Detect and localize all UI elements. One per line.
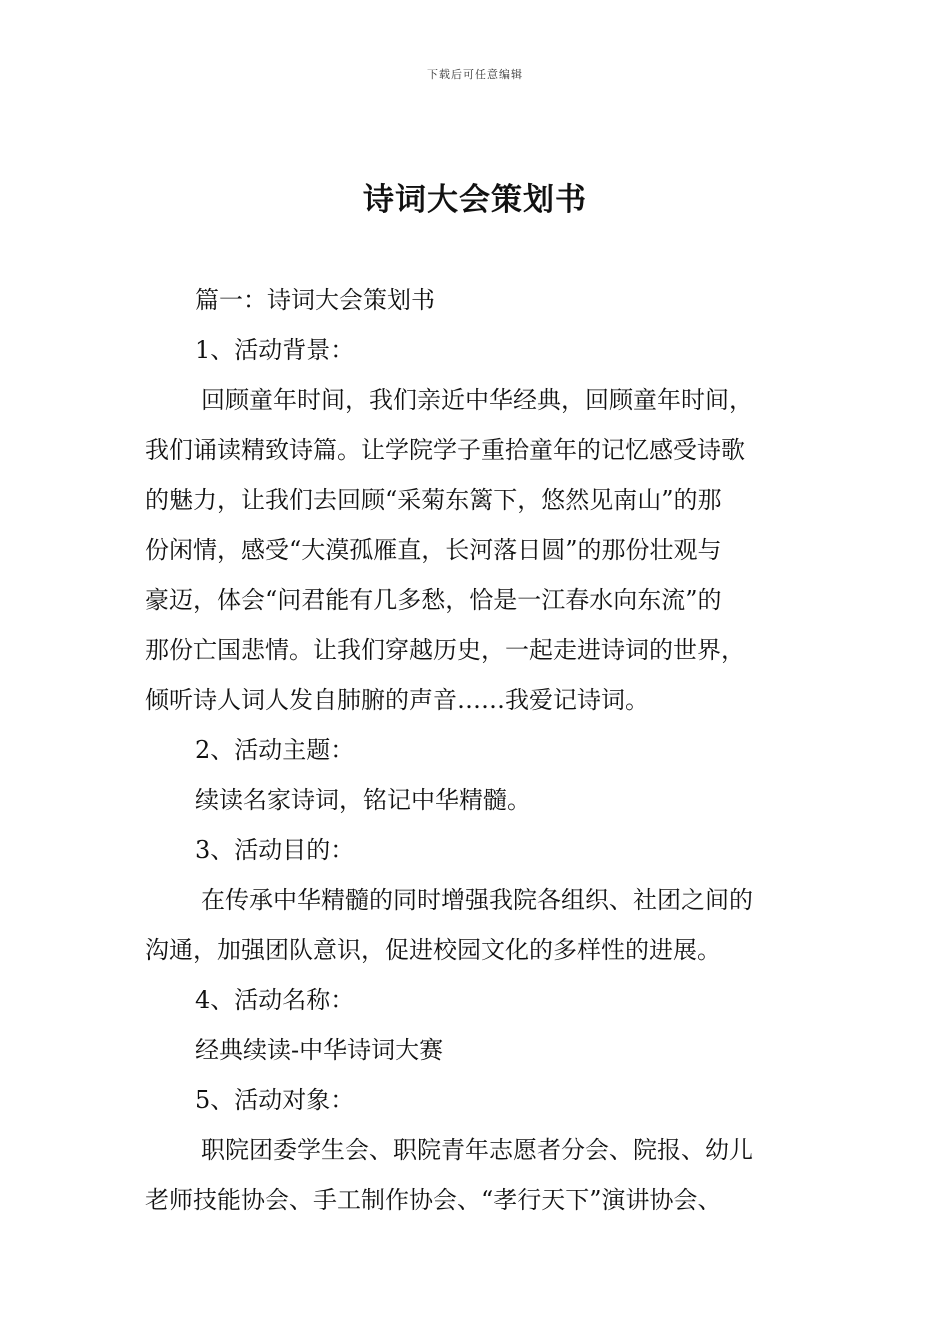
paragraph-line: 份闲情，感受“大漠孤雁直，长河落日圆”的那份壮观与: [145, 536, 722, 564]
paragraph-line: 回顾童年时间，我们亲近中华经典，回顾童年时间，: [201, 386, 753, 414]
item3-heading: 3、活动目的：: [195, 836, 355, 864]
item2-heading: 2、活动主题：: [195, 736, 355, 764]
paragraph-line: 的魅力，让我们去回顾“采菊东篱下，悠然见南山”的那: [145, 486, 722, 514]
paragraph-line: 在传承中华精髓的同时增强我院各组织、社团之间的: [201, 886, 753, 914]
item3-paragraph: [145, 875, 807, 975]
paragraph-line: 沟通，加强团队意识，促进校园文化的多样性的进展。: [145, 936, 721, 964]
item1-heading: 1、活动背景：: [195, 336, 355, 364]
item1-paragraph: [145, 375, 807, 725]
item5-paragraph: [145, 1125, 807, 1225]
item5-heading: 5、活动对象：: [195, 1086, 355, 1114]
paragraph-line: 豪迈，体会“问君能有几多愁，恰是一江春水向东流”的: [145, 586, 722, 614]
paragraph-line: 职院团委学生会、职院青年志愿者分会、院报、幼儿: [201, 1136, 753, 1164]
paragraph-line: 倾听诗人词人发自肺腑的声音……我爱记诗词。: [145, 686, 649, 714]
item2-text: 续读名家诗词，铭记中华精髓。: [195, 786, 531, 814]
item4-heading: 4、活动名称：: [195, 986, 355, 1014]
section-heading: 篇一：诗词大会策划书: [195, 286, 435, 314]
document-title: 诗词大会策划书: [363, 182, 587, 218]
paragraph-line: 那份亡国悲情。让我们穿越历史，一起走进诗词的世界，: [145, 636, 745, 664]
item4-text: 经典续读-中华诗词大赛: [195, 1036, 444, 1064]
paragraph-line: 老师技能协会、手工制作协会、“孝行天下”演讲协会、: [145, 1186, 722, 1214]
document-body: [145, 275, 807, 1225]
paragraph-line: 我们诵读精致诗篇。让学院学子重拾童年的记忆感受诗歌: [145, 436, 745, 464]
header-note: 下载后可任意编辑: [427, 68, 523, 81]
